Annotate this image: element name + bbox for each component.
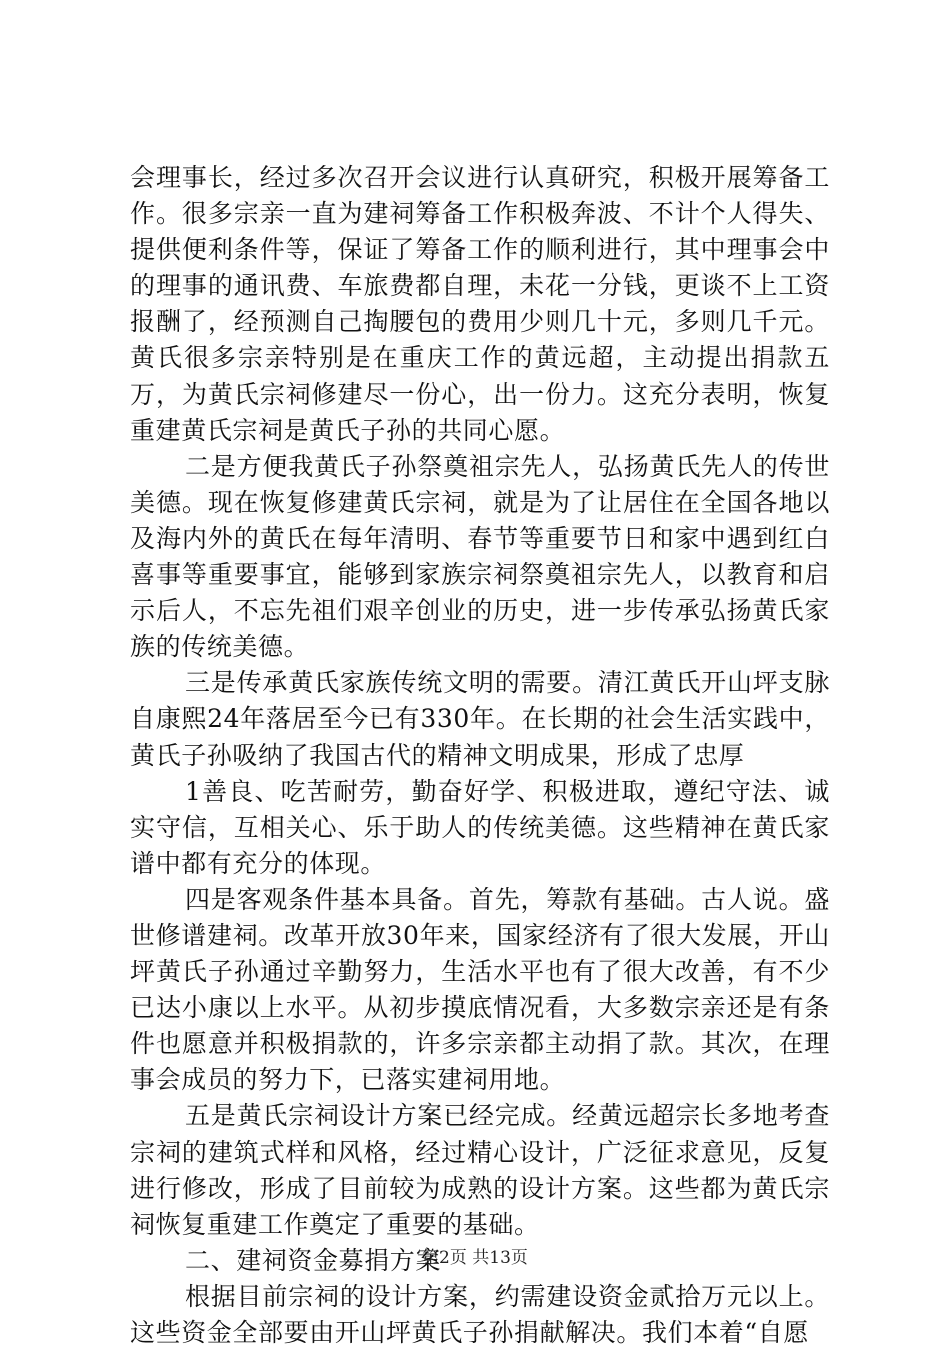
paragraph-point-two: 二是方便我黄氏子孙祭奠祖宗先人，弘扬黄氏先人的传世美德。现在恢复修建黄氏宗祠，就是为了让居住在全国各地以及海内外的黄氏在每年清明、春节等重要节日和家中遇到红白喜事等重要事宜，能够到家族宗祠祭奠祖宗先人，以教育和启示后人，不忘先祖们艰辛创业的历史，进一步传承弘扬黄氏家族的传统美德。 [130, 451, 830, 662]
paragraph-point-five: 五是黄氏宗祠设计方案已经完成。经黄远超宗长多地考查宗祠的建筑式样和风格，经过精心设计，广泛征求意见，反复进行修改，形成了目前较为成熟的设计方案。这些都为黄氏宗祠恢复重建工作奠定了重要的基础。 [130, 1101, 830, 1239]
paragraph-point-three-cont: 1善良、吃苦耐劳，勤奋好学、积极进取，遵纪守法、诚实守信，互相关心、乐于助人的传统美德。这些精神在黄氏家谱中都有充分的体现。 [130, 776, 830, 878]
paragraph-continuation: 会理事长，经过多次召开会议进行认真研究，积极开展筹备工作。很多宗亲一直为建祠筹备工作积极奔波、不计个人得失、提供便利条件等，保证了筹备工作的顺利进行，其中理事会中的理事的通讯费、车旅费都自理，未花一分钱，更谈不上工资报酬了，经预测自己掏腰包的费用少则几十元，多则几千元。黄氏很多宗亲特别是在重庆工作的黄远超，主动提出捐款五万，为黄氏宗祠修建尽一份心，出一份力。这充分表明，恢复重建黄氏宗祠是黄氏子孙的共同心愿。 [130, 163, 830, 445]
page-number-footer: 第2页 共13页 [422, 1248, 528, 1268]
paragraph-fundraising: 根据目前宗祠的设计方案，约需建设资金贰拾万元以上。这些资金全部要由开山坪黄氏子孙捐献解决。我们本着“自愿 [130, 1281, 830, 1347]
paragraph-point-three: 三是传承黄氏家族传统文明的需要。清江黄氏开山坪支脉自康熙24年落居至今已有330年。在长期的社会生活实践中，黄氏子孙吸纳了我国古代的精神文明成果，形成了忠厚 [130, 668, 830, 770]
paragraph-point-four: 四是客观条件基本具备。首先，筹款有基础。古人说。盛世修谱建祠。改革开放30年来，国家经济有了很大发展，开山坪黄氏子孙通过辛勤努力，生活水平也有了很大改善，有不少已达小康以上水平。从初步摸底情况看，大多数宗亲还是有条件也愿意并积极捐款的，许多宗亲都主动捐了款。其次，在理事会成员的努力下，已落实建祠用地。 [130, 884, 830, 1095]
document-body [130, 160, 830, 1351]
section-heading-fundraising: 二、建祠资金募捐方案 [185, 1245, 442, 1275]
